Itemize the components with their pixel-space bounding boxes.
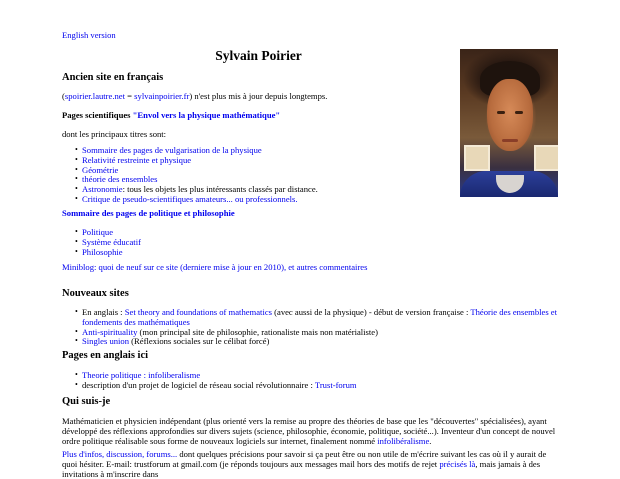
anti-spirituality-desc: (mon principal site de philosophie, rationaliste mais non matérialiste) — [137, 326, 378, 337]
list-item — [62, 165, 318, 175]
bio-text: Mathématicien et physicien indépendant (plus orienté vers la remise au propre des théories de base que les "découvertes" spécialisées), ayant développé des réflexions approfondies sur divers sujets (science, philosophie, économie, politique, société...). Inventeur d'un concept de nouvel ordre politique réalisable sous forme de nouveaux logiciels sur internet, finalement nommé — [62, 416, 556, 446]
bio-end: . — [429, 436, 432, 446]
sci-link-ensembles[interactable]: théorie des ensembles — [82, 174, 158, 185]
paren: ( — [62, 91, 65, 101]
sci-link-vulgarisation[interactable]: Sommaire des pages de vulgarisation de la physique — [82, 145, 262, 155]
photo-background-window — [464, 145, 490, 171]
set-theory-link[interactable]: Set theory and foundations of mathematics — [124, 307, 272, 317]
list-item — [62, 327, 558, 337]
list-item — [62, 380, 357, 390]
list-item — [62, 227, 141, 237]
english-version-link[interactable]: English version — [62, 30, 116, 40]
sci-link-astronomie[interactable]: Astronomie — [82, 184, 123, 195]
sci-link-geometrie[interactable]: Géométrie — [82, 164, 119, 175]
sci-label: Pages scientifiques — [62, 110, 133, 120]
set-theory-desc: (avec aussi de la physique) - début de version française : — [272, 307, 471, 317]
section-heading-ancien: Ancien site en français — [62, 72, 164, 83]
infoliberalisme-link[interactable]: Theorie politique : infoliberalisme — [82, 370, 201, 380]
pol-link-politique[interactable]: Politique — [82, 227, 114, 237]
sci-list — [62, 145, 318, 204]
list-item — [62, 307, 558, 327]
trust-forum-desc: description d'un projet de logiciel de réseau social révolutionnaire : — [82, 379, 315, 390]
pol-link-educatif[interactable]: Système éducatif — [82, 236, 141, 247]
politique-sommaire-link[interactable]: Sommaire des pages de politique et philosophie — [62, 208, 235, 218]
list-item — [62, 155, 318, 165]
english-pages-list — [62, 370, 357, 390]
bio-paragraph — [62, 416, 556, 446]
sci-link-relativite[interactable]: Relativité restreinte et physique — [82, 154, 192, 165]
infoliberalisme-bio-link[interactable]: infolibéralisme — [377, 436, 430, 446]
pol-link-philosophie[interactable]: Philosophie — [82, 246, 123, 257]
section-heading-anglais: Pages en anglais ici — [62, 350, 149, 361]
list-item — [62, 194, 318, 204]
page-title: Sylvain Poirier — [215, 48, 302, 63]
sci-pages-line — [62, 110, 280, 120]
photo-eye — [497, 111, 505, 114]
astronomie-desc: : tous les objets les plus intéressants classés par distance. — [122, 184, 318, 195]
spoirier-link[interactable]: spoirier.lautre.net — [64, 91, 126, 101]
trust-forum-link[interactable]: Trust-forum — [314, 379, 357, 390]
singles-union-desc: (Réflexions sociales sur le célibat forcé) — [129, 336, 270, 347]
miniblog-link[interactable]: Miniblog: quoi de neuf sur ce site (derniere mise à jour en 2010), et autres commentaires — [62, 262, 368, 272]
contact-paragraph — [62, 449, 556, 479]
section-heading-qui: Qui suis-je — [62, 396, 111, 407]
titles-intro: dont les principaux titres sont: — [62, 129, 167, 139]
pol-list — [62, 227, 141, 256]
plus-infos-link[interactable]: Plus d'infos, discussion, forums... — [62, 449, 178, 459]
list-item — [62, 247, 141, 257]
photo-eye — [515, 111, 523, 114]
contact-text: dont quelques précisions pour savoir si ça peut être ou non utile de m'écrire suivant les cas où il y aurait de quoi hésiter. E-mail: trustforum at gmail.com (je réponds toujours aux messages mail hors des motifs de rejet — [62, 449, 547, 469]
contact-end: , mais jamais à des invitations à m'inscrire dans — [62, 459, 541, 479]
old-site-note — [62, 91, 327, 101]
photo-background-window — [534, 145, 558, 171]
list-item — [62, 336, 558, 346]
list-item — [62, 184, 318, 194]
equals-text: = — [125, 91, 135, 101]
new-sites-list — [62, 307, 558, 346]
photo-mouth — [502, 139, 518, 142]
en-anglais-label: En anglais : — [82, 307, 125, 317]
sylvainpoirier-link[interactable]: sylvainpoirier.fr — [134, 91, 190, 101]
singles-union-link[interactable]: Singles union — [82, 336, 130, 347]
portrait-photo — [460, 49, 558, 197]
sci-link-critique[interactable]: Critique de pseudo-scientifiques amateurs... ou professionnels. — [82, 193, 298, 204]
precises-la-link[interactable]: précisés là — [439, 459, 476, 469]
anti-spirituality-link[interactable]: Anti-spirituality — [82, 326, 138, 337]
list-item — [62, 370, 357, 380]
old-site-text: ) n'est plus mis à jour depuis longtemps. — [189, 91, 328, 101]
envol-link[interactable]: "Envol vers la physique mathématique" — [132, 110, 281, 120]
section-heading-nouveaux: Nouveaux sites — [62, 288, 129, 299]
list-item — [62, 145, 318, 155]
list-item — [62, 174, 318, 184]
theorie-ensembles-link[interactable]: Théorie des ensembles et fondements des mathématiques — [82, 307, 558, 327]
list-item — [62, 237, 141, 247]
